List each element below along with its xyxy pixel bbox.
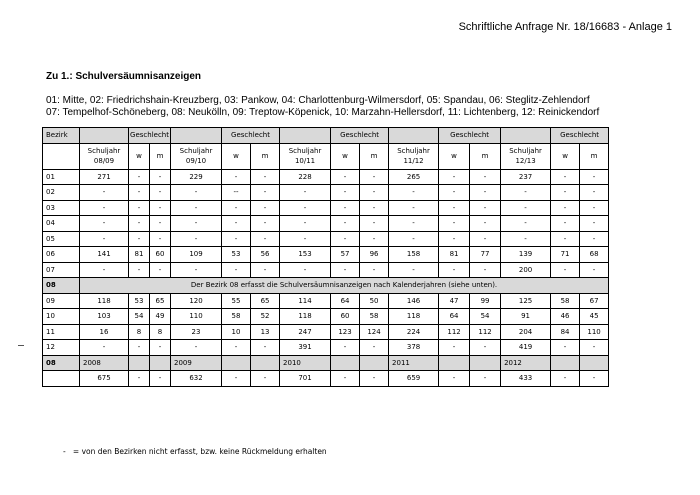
table-cell: - — [580, 169, 609, 185]
table-cell: - — [331, 169, 360, 185]
table-cell: 632 — [171, 371, 222, 387]
table-cell: - — [439, 216, 470, 232]
table-cell: - — [389, 216, 439, 232]
header-row — [43, 128, 609, 144]
table-cell: - — [439, 371, 470, 387]
table-cell: 65 — [150, 293, 171, 309]
table-cell: - — [150, 169, 171, 185]
table-cell: - — [470, 262, 501, 278]
geschlecht-header: Geschlecht — [439, 128, 501, 144]
table-cell: - — [280, 200, 331, 216]
table-cell: - — [360, 169, 389, 185]
table-cell: 55 — [222, 293, 251, 309]
table-cell: 13 — [251, 324, 280, 340]
year-header-3: Schuljahr 11/12 — [389, 143, 439, 169]
table-cell: 114 — [280, 293, 331, 309]
table-cell: 10 — [222, 324, 251, 340]
table-cell: - — [470, 371, 501, 387]
table-cell: 112 — [439, 324, 470, 340]
table-cell: - — [389, 200, 439, 216]
w-header: w — [439, 143, 470, 169]
geschlecht-header: Geschlecht — [551, 128, 609, 144]
bezirk-code: 02 — [43, 185, 80, 201]
table-cell: - — [251, 340, 280, 356]
table-cell: 433 — [501, 371, 551, 387]
table-cell: - — [80, 231, 129, 247]
table-cell: - — [551, 200, 580, 216]
year-header-2: Schuljahr 10/11 — [280, 143, 331, 169]
table-cell: 71 — [551, 247, 580, 263]
table-cell: - — [80, 340, 129, 356]
table-cell: - — [171, 185, 222, 201]
table-cell: - — [331, 200, 360, 216]
table-cell: 153 — [280, 247, 331, 263]
table-cell: - — [171, 200, 222, 216]
table-cell: - — [580, 185, 609, 201]
w-header: w — [551, 143, 580, 169]
table-cell: - — [129, 371, 150, 387]
calendar-year: 2012 — [501, 355, 551, 371]
table-cell: - — [389, 231, 439, 247]
table-cell: 99 — [470, 293, 501, 309]
table-cell: - — [222, 231, 251, 247]
table-row — [43, 169, 609, 185]
bezirk-code: 10 — [43, 309, 80, 325]
table-row — [43, 185, 609, 201]
table-cell: - — [439, 185, 470, 201]
table-cell: - — [80, 216, 129, 232]
table-cell: - — [551, 262, 580, 278]
table-cell: - — [331, 216, 360, 232]
calendar-year-spacer — [360, 355, 389, 371]
footnote-symbol: - — [63, 447, 66, 456]
table-cell: - — [129, 231, 150, 247]
table-cell: - — [360, 340, 389, 356]
calendar-year: 2009 — [171, 355, 222, 371]
table-cell: - — [251, 169, 280, 185]
table-cell: 110 — [171, 309, 222, 325]
table-cell: - — [470, 216, 501, 232]
table-cell: 112 — [470, 324, 501, 340]
m-header: m — [470, 143, 501, 169]
table-cell: 45 — [580, 309, 609, 325]
table-cell: - — [580, 340, 609, 356]
section-title: Zu 1.: Schulversäumnisanzeigen — [46, 71, 202, 82]
m-header: m — [251, 143, 280, 169]
table-cell: - — [251, 231, 280, 247]
table-cell: - — [501, 231, 551, 247]
w-header: w — [222, 143, 251, 169]
table-cell: - — [280, 185, 331, 201]
table-row — [43, 216, 609, 232]
table-cell: - — [222, 216, 251, 232]
table-cell: 46 — [551, 309, 580, 325]
table-cell: - — [222, 340, 251, 356]
table-cell: 52 — [251, 309, 280, 325]
table-cell: - — [150, 200, 171, 216]
margin-dash — [18, 345, 24, 346]
geschlecht-header: Geschlecht — [129, 128, 171, 144]
table-cell: - — [150, 185, 171, 201]
table-cell: 54 — [470, 309, 501, 325]
table-cell: - — [251, 216, 280, 232]
table-cell: - — [80, 185, 129, 201]
table-cell: 391 — [280, 340, 331, 356]
table-cell: 91 — [501, 309, 551, 325]
table-cell: 146 — [389, 293, 439, 309]
table-cell: 204 — [501, 324, 551, 340]
table-cell: 56 — [251, 247, 280, 263]
table-cell: - — [331, 231, 360, 247]
table-cell: - — [251, 200, 280, 216]
table-cell: 228 — [280, 169, 331, 185]
year-spacer — [171, 128, 222, 144]
bezirk-code: 11 — [43, 324, 80, 340]
table-cell: - — [551, 340, 580, 356]
table-cell: - — [331, 185, 360, 201]
row-08-note — [43, 278, 609, 294]
calendar-year-spacer — [150, 355, 171, 371]
table-cell: - — [171, 340, 222, 356]
bezirk-code: 01 — [43, 169, 80, 185]
table-cell: - — [280, 262, 331, 278]
table-cell: - — [470, 169, 501, 185]
footnote — [63, 447, 327, 456]
calendar-year: 2008 — [80, 355, 129, 371]
table-cell: - — [280, 216, 331, 232]
table-cell: 419 — [501, 340, 551, 356]
table-cell: - — [150, 371, 171, 387]
table-cell: - — [389, 185, 439, 201]
table-cell: - — [331, 340, 360, 356]
legend-line-1: 01: Mitte, 02: Friedrichshain-Kreuzberg, 03: Pankow, 04: Charlottenburg-Wilmersdorf, 05: Spandau, 06: Steglitz-Zehlendorf — [46, 95, 590, 106]
table-row — [43, 293, 609, 309]
table-cell: - — [501, 185, 551, 201]
table-cell: 49 — [150, 309, 171, 325]
table-cell: - — [80, 262, 129, 278]
table-cell: 118 — [280, 309, 331, 325]
table-cell: 271 — [80, 169, 129, 185]
table-cell: - — [251, 371, 280, 387]
bezirk-header: Bezirk — [43, 128, 80, 144]
calendar-year-spacer — [331, 355, 360, 371]
table-cell: - — [551, 216, 580, 232]
table-cell: 53 — [222, 247, 251, 263]
table-row — [43, 262, 609, 278]
subheader-row — [43, 143, 609, 169]
m-header: m — [360, 143, 389, 169]
table-cell: 67 — [580, 293, 609, 309]
table-cell: - — [222, 169, 251, 185]
table-cell: - — [222, 262, 251, 278]
bezirk-empty — [43, 371, 80, 387]
table-cell: - — [439, 262, 470, 278]
table-row — [43, 324, 609, 340]
table-cell: - — [551, 231, 580, 247]
table-cell: - — [439, 231, 470, 247]
bezirk-code: 04 — [43, 216, 80, 232]
table-cell: - — [129, 262, 150, 278]
table-cell: - — [580, 371, 609, 387]
table-cell: 58 — [222, 309, 251, 325]
year-header-4: Schuljahr 12/13 — [501, 143, 551, 169]
year-spacer — [280, 128, 331, 144]
w-header: w — [129, 143, 150, 169]
table-cell: - — [171, 216, 222, 232]
calendar-year-spacer — [551, 355, 580, 371]
calendar-values-row — [43, 371, 609, 387]
legend-line-2: 07: Tempelhof-Schöneberg, 08: Neukölln, 09: Treptow-Köpenick, 10: Marzahn-Hellersdorf, 11: Lichtenberg, 12: Reinickendorf — [46, 107, 600, 118]
table-cell: - — [360, 216, 389, 232]
table-cell: - — [331, 262, 360, 278]
calendar-year-spacer — [580, 355, 609, 371]
table-cell: - — [171, 231, 222, 247]
calendar-year-spacer — [439, 355, 470, 371]
table-cell: 84 — [551, 324, 580, 340]
bezirk-code: 05 — [43, 231, 80, 247]
table-cell: 81 — [129, 247, 150, 263]
geschlecht-header: Geschlecht — [331, 128, 389, 144]
table-row — [43, 231, 609, 247]
table-cell: 118 — [389, 309, 439, 325]
bezirk-code: 03 — [43, 200, 80, 216]
table-cell: 701 — [280, 371, 331, 387]
table-cell: - — [129, 340, 150, 356]
table-cell: - — [222, 371, 251, 387]
table-cell: 237 — [501, 169, 551, 185]
table-cell: - — [470, 231, 501, 247]
table-cell: - — [150, 216, 171, 232]
table-cell: 58 — [360, 309, 389, 325]
year-header-1: Schuljahr 09/10 — [171, 143, 222, 169]
table-cell: - — [580, 262, 609, 278]
year-spacer — [389, 128, 439, 144]
table-cell: - — [150, 231, 171, 247]
table-cell: 60 — [331, 309, 360, 325]
table-row — [43, 309, 609, 325]
bezirk-code: 06 — [43, 247, 80, 263]
table-cell: - — [580, 200, 609, 216]
footnote-text: von den Bezirken nicht erfasst, bzw. keine Rückmeldung erhalten — [81, 447, 327, 456]
table-cell: - — [551, 371, 580, 387]
table-cell: 675 — [80, 371, 129, 387]
table-cell: 65 — [251, 293, 280, 309]
table-cell: 47 — [439, 293, 470, 309]
table-cell: - — [331, 371, 360, 387]
table-cell: 68 — [580, 247, 609, 263]
calendar-year: 2011 — [389, 355, 439, 371]
table-cell: - — [280, 231, 331, 247]
table-cell: - — [551, 169, 580, 185]
table-cell: - — [129, 185, 150, 201]
table-cell: - — [222, 200, 251, 216]
table-cell: - — [470, 200, 501, 216]
district-legend — [46, 95, 599, 119]
table-cell: 60 — [150, 247, 171, 263]
bezirk-sub-empty — [43, 143, 80, 169]
calendar-year: 2010 — [280, 355, 331, 371]
table-cell: 125 — [501, 293, 551, 309]
table-cell: 54 — [129, 309, 150, 325]
table-cell: - — [129, 200, 150, 216]
row-08-note-text: Der Bezirk 08 erfasst die Schulversäumnisanzeigen nach Kalenderjahren (siehe unten). — [80, 278, 609, 294]
table-cell: 120 — [171, 293, 222, 309]
table-cell: 659 — [389, 371, 439, 387]
table-cell: 224 — [389, 324, 439, 340]
table-cell: 139 — [501, 247, 551, 263]
table-cell: 77 — [470, 247, 501, 263]
calendar-year-spacer — [470, 355, 501, 371]
table-cell: 158 — [389, 247, 439, 263]
table-cell: 58 — [551, 293, 580, 309]
table-cell: 16 — [80, 324, 129, 340]
table-row — [43, 200, 609, 216]
document-header: Schriftliche Anfrage Nr. 18/16683 - Anlage 1 — [458, 21, 672, 33]
table-cell: - — [360, 371, 389, 387]
table-cell: 57 — [331, 247, 360, 263]
table-cell: - — [171, 262, 222, 278]
table-cell: 64 — [439, 309, 470, 325]
table-cell: - — [501, 216, 551, 232]
table-cell: - — [360, 231, 389, 247]
m-header: m — [580, 143, 609, 169]
bezirk-code: 12 — [43, 340, 80, 356]
table-cell: - — [470, 185, 501, 201]
table-cell: 123 — [331, 324, 360, 340]
table-cell: 229 — [171, 169, 222, 185]
table-cell: 378 — [389, 340, 439, 356]
calendar-year-spacer — [222, 355, 251, 371]
year-header-0: Schuljahr 08/09 — [80, 143, 129, 169]
table-cell: 81 — [439, 247, 470, 263]
absence-table — [42, 127, 609, 387]
table-cell: - — [251, 185, 280, 201]
table-cell: - — [80, 200, 129, 216]
bezirk-code: 09 — [43, 293, 80, 309]
year-spacer — [501, 128, 551, 144]
table-cell: 141 — [80, 247, 129, 263]
year-spacer — [80, 128, 129, 144]
table-cell: 118 — [80, 293, 129, 309]
table-cell: 64 — [331, 293, 360, 309]
table-cell: 53 — [129, 293, 150, 309]
table-cell: 247 — [280, 324, 331, 340]
table-cell: - — [251, 262, 280, 278]
table-cell: 50 — [360, 293, 389, 309]
table-cell: - — [580, 216, 609, 232]
table-cell: 23 — [171, 324, 222, 340]
table-cell: 110 — [580, 324, 609, 340]
table-cell: - — [389, 262, 439, 278]
table-cell: -- — [222, 185, 251, 201]
table-cell: - — [129, 169, 150, 185]
geschlecht-header: Geschlecht — [222, 128, 280, 144]
table-cell: 8 — [129, 324, 150, 340]
table-cell: 265 — [389, 169, 439, 185]
footnote-equals: = — [72, 447, 80, 456]
table-cell: - — [470, 340, 501, 356]
bezirk-code: 08 — [43, 355, 80, 371]
table-cell: - — [439, 340, 470, 356]
table-cell: 96 — [360, 247, 389, 263]
w-header: w — [331, 143, 360, 169]
table-cell: 200 — [501, 262, 551, 278]
table-cell: - — [150, 340, 171, 356]
table-cell: - — [439, 200, 470, 216]
table-cell: 103 — [80, 309, 129, 325]
calendar-year-spacer — [129, 355, 150, 371]
table-cell: 109 — [171, 247, 222, 263]
table-cell: 124 — [360, 324, 389, 340]
m-header: m — [150, 143, 171, 169]
calendar-year-spacer — [251, 355, 280, 371]
table-cell: 8 — [150, 324, 171, 340]
table-cell: - — [360, 185, 389, 201]
table-cell: - — [580, 231, 609, 247]
bezirk-code: 08 — [43, 278, 80, 294]
table-row — [43, 247, 609, 263]
table-cell: - — [439, 169, 470, 185]
table-cell: - — [360, 262, 389, 278]
table-cell: - — [129, 216, 150, 232]
table-cell: - — [150, 262, 171, 278]
table-cell: - — [360, 200, 389, 216]
bezirk-code: 07 — [43, 262, 80, 278]
table-cell: - — [551, 185, 580, 201]
calendar-year-row — [43, 355, 609, 371]
table-row — [43, 340, 609, 356]
table-cell: - — [501, 200, 551, 216]
